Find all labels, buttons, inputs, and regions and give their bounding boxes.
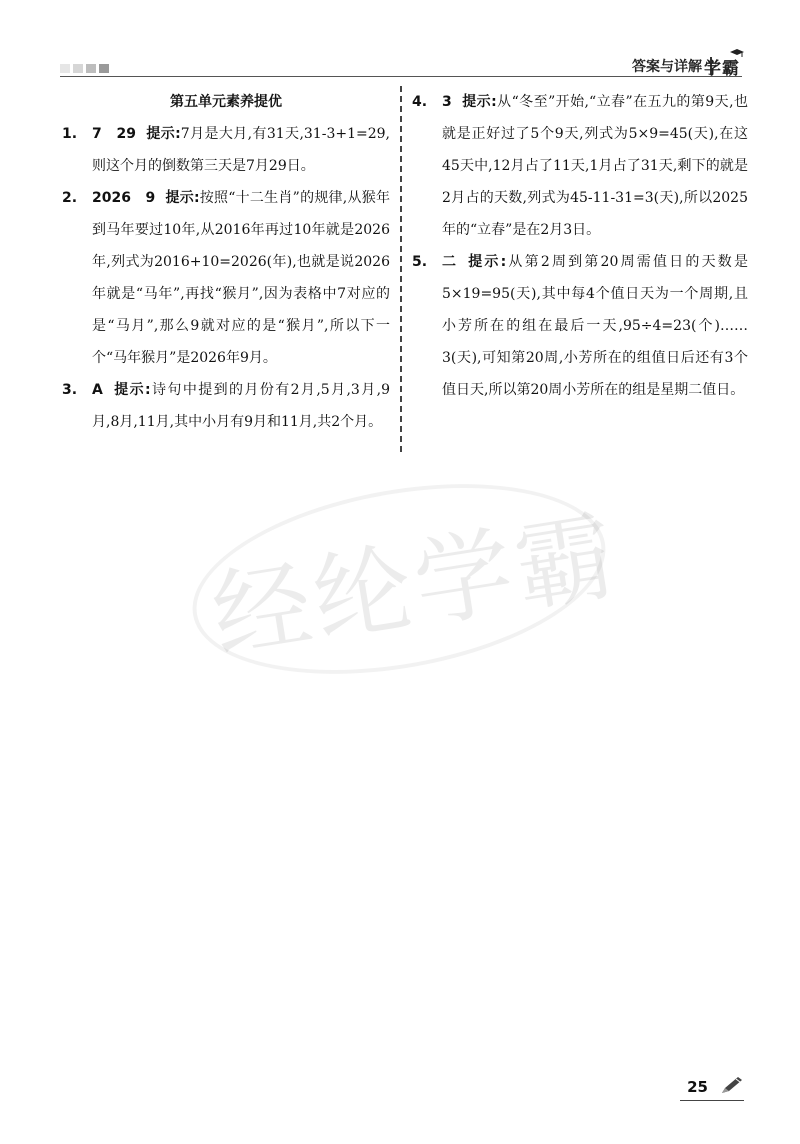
item-number: 2. — [62, 190, 78, 206]
page-number: 25 — [687, 1078, 708, 1096]
left-column — [62, 86, 390, 438]
header-rule — [60, 76, 742, 77]
hint-text: 7月是大月,有31天,31-3+1=29,则这个月的倒数第三天是7月29日。 — [92, 126, 390, 174]
graduation-cap-icon — [730, 49, 744, 57]
item-number: 4. — [412, 94, 428, 110]
hint-text: 按照“十二生肖”的规律,从猴年到马年要过10年,从2016年再过10年就是2026年,列式为2016+10=2026(年),也就是说2026年就是“马年”,再找“猴月”,因为表格中7对应的是“马月”,那么9就对应的是“猴月”,所以下一个“马年猴月”是2026年9月。 — [92, 190, 390, 366]
hint-label: 提示: — [165, 190, 200, 206]
hint-label: 提示: — [146, 126, 181, 142]
watermark-text: 经纶学霸 — [204, 498, 626, 676]
item-number: 1. — [62, 126, 78, 142]
footer-rule — [680, 1100, 744, 1101]
item-answer: 二 — [442, 254, 459, 270]
watermark — [190, 480, 626, 700]
header-decoration — [60, 64, 109, 73]
item-answer: 7 29 — [92, 126, 137, 142]
header-title: 答案与详解 — [632, 59, 702, 75]
hint-label: 提示: — [468, 254, 507, 270]
column-divider — [400, 86, 402, 452]
right-column — [412, 86, 748, 406]
hint-label: 提示: — [112, 382, 151, 398]
answer-item — [412, 86, 748, 246]
hint-text: 从第2周到第20周需值日的天数是5×19=95(天),其中每4个值日天为一个周期,且小芳所在的组在最后一天,95÷4=23(个)……3(天),可知第20周,小芳所在的组值日后还有3个值日天,所以第20周小芳所在的组是星期二值日。 — [442, 254, 748, 398]
pencil-icon — [718, 1076, 744, 1096]
watermark-ring — [178, 455, 621, 703]
item-number: 5. — [412, 254, 428, 270]
answer-item — [412, 246, 748, 406]
hint-label: 提示: — [461, 94, 497, 110]
hint-text: 诗句中提到的月份有2月,5月,3月,9月,8月,11月,其中小月有9月和11月,共2个月。 — [92, 382, 390, 430]
answer-item — [62, 118, 390, 182]
section-title: 第五单元素养提优 — [170, 94, 282, 110]
item-answer: A — [92, 382, 103, 398]
hint-text: 从“冬至”开始,“立春”在五九的第9天,也就是正好过了5个9天,列式为5×9=45(天),在这45天中,12月占了11天,1月占了31天,剩下的就是2月占的天数,列式为45-11-31=3(天),所以2025年的“立春”是在2月3日。 — [442, 94, 748, 238]
item-answer: 2026 9 — [92, 190, 156, 206]
item-answer: 3 — [442, 94, 452, 110]
answer-item — [62, 182, 390, 374]
answer-item — [62, 374, 390, 438]
item-number: 3. — [62, 382, 78, 398]
brand-logo: 学霸 — [704, 59, 740, 79]
